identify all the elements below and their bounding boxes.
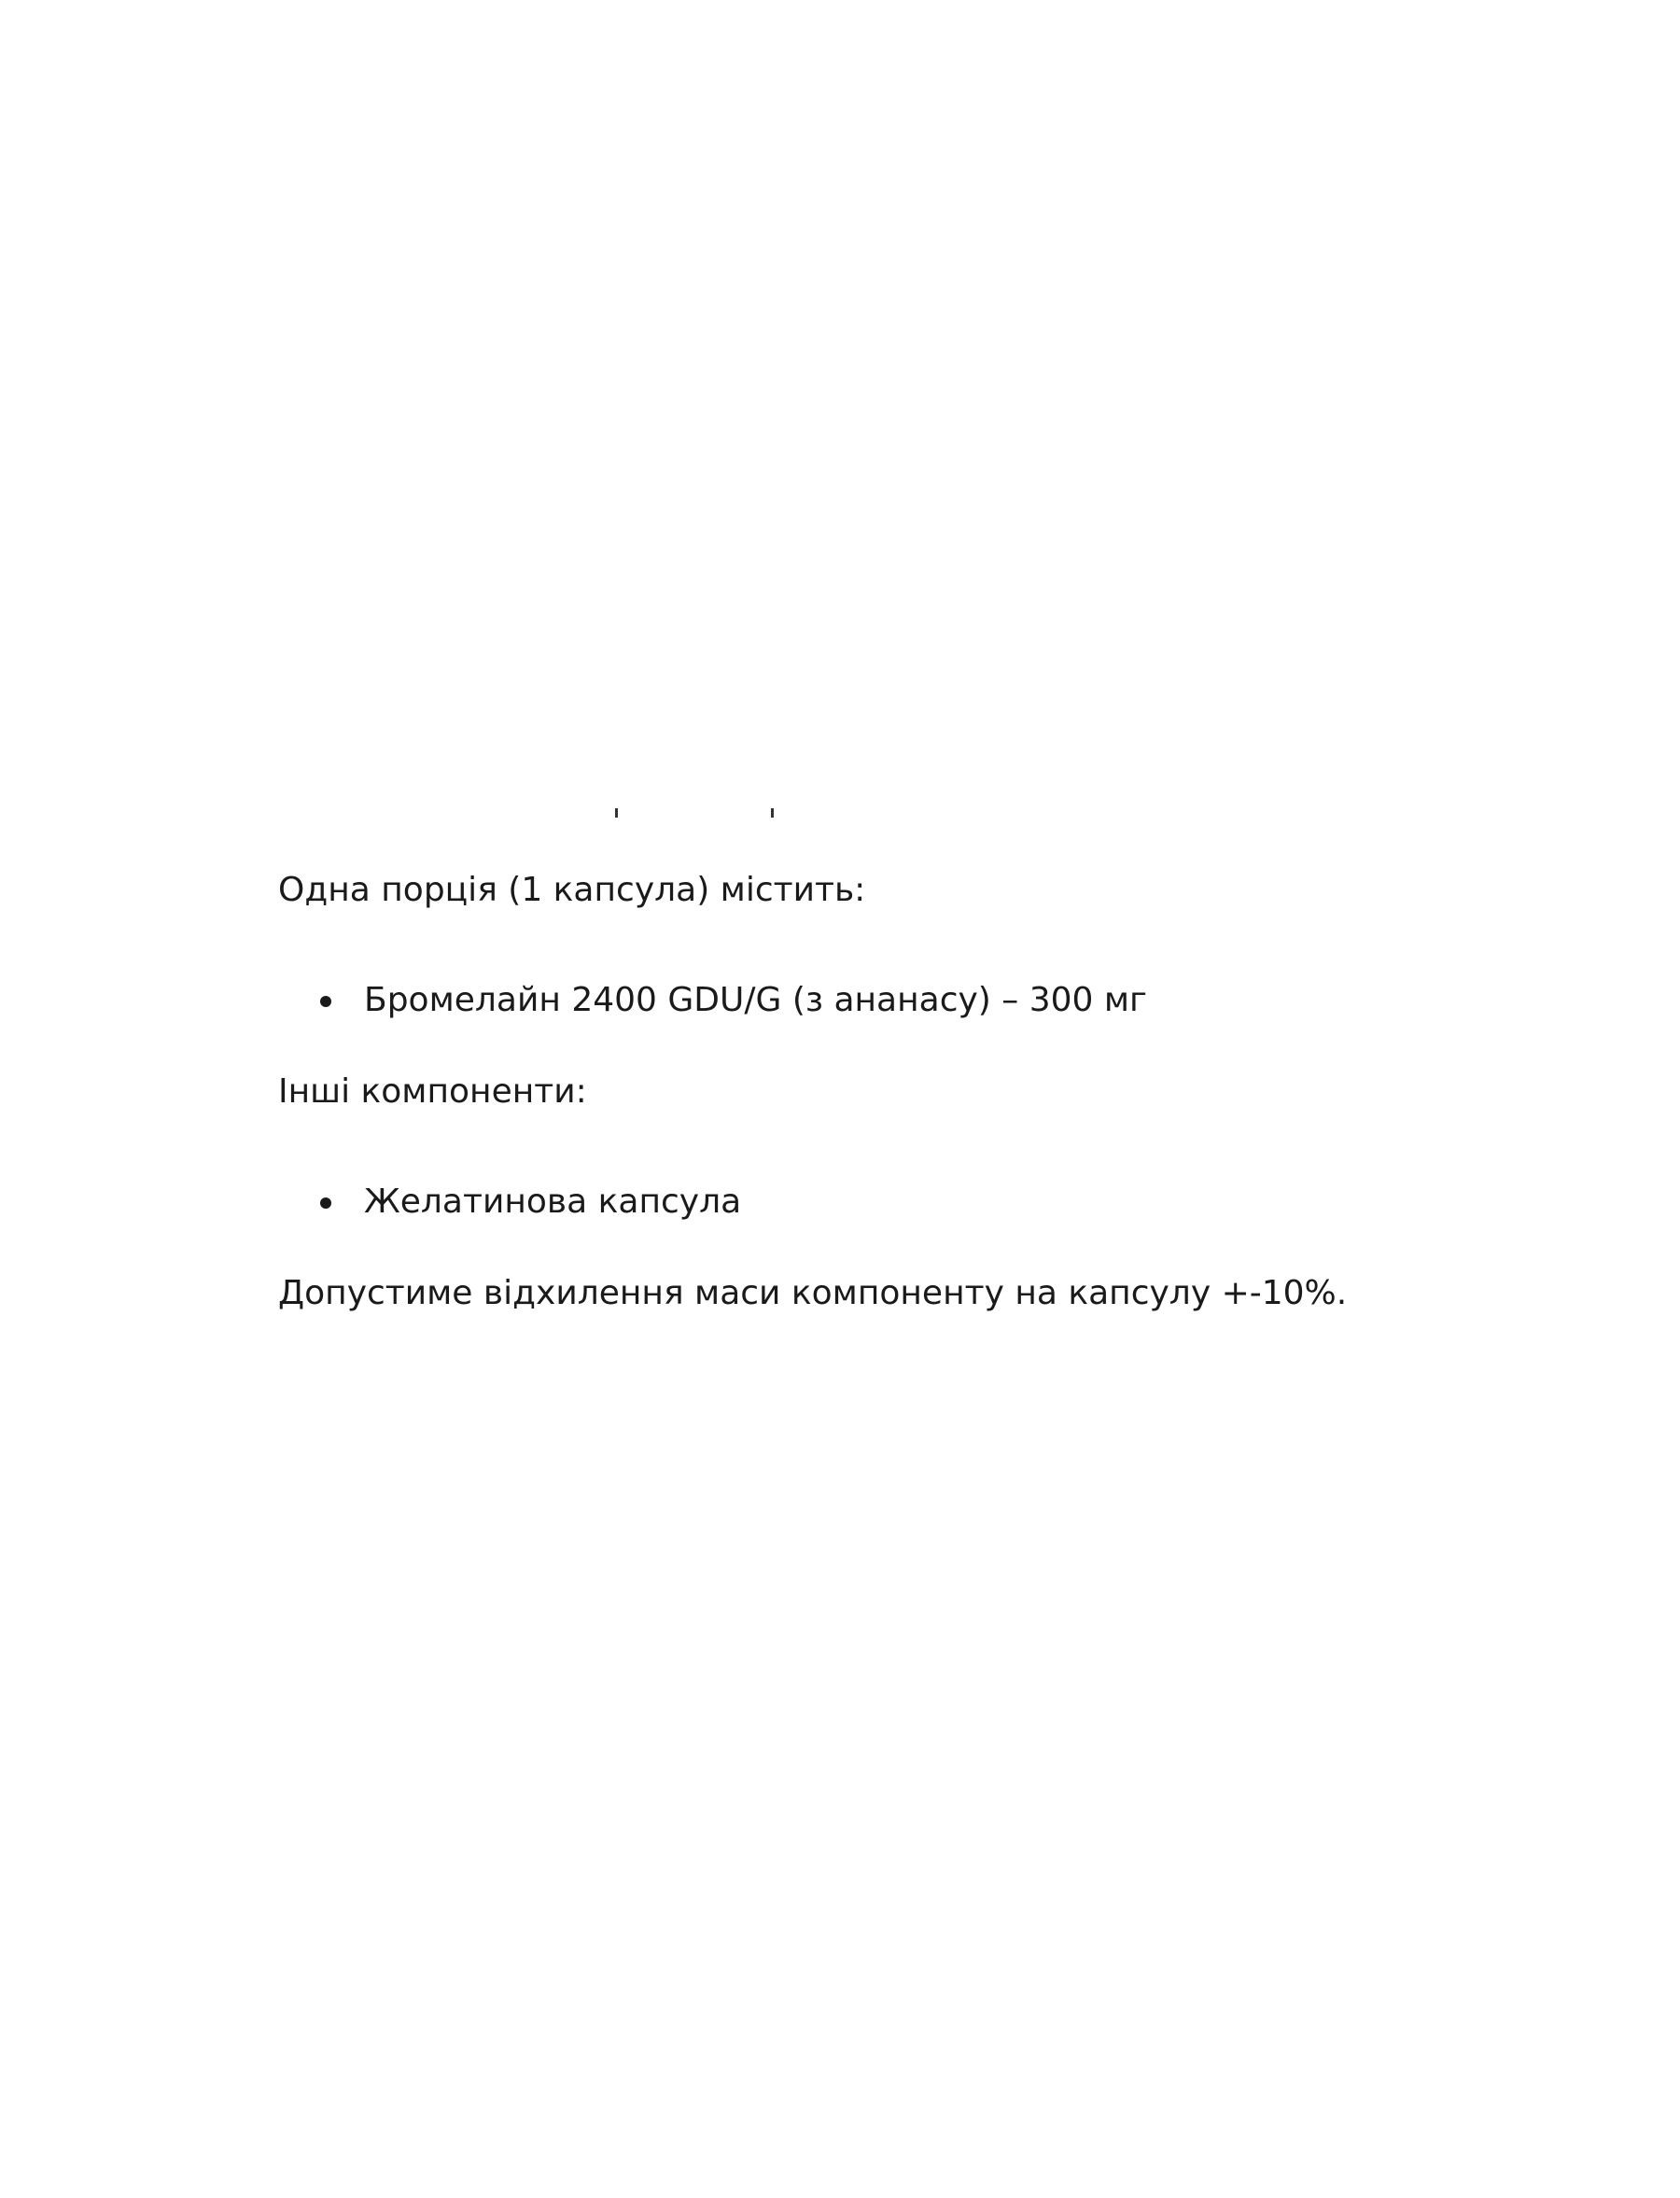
bullet-icon [320, 996, 331, 1007]
ingredient-text: Бромелайн 2400 GDU/G (з ананасу) – 300 мг [364, 981, 1147, 1019]
active-ingredients-list [278, 978, 1491, 1023]
serving-heading: Одна порція (1 капсула) містить: [278, 871, 866, 909]
list-item [278, 978, 1491, 1023]
other-ingredients-list [278, 1180, 1491, 1225]
ingredient-text: Желатинова капсула [364, 1183, 742, 1221]
tolerance-note: Допустиме відхилення маси компоненту на капсулу +-10%. [278, 1274, 1348, 1312]
stray-tick-mark [771, 808, 774, 818]
bullet-icon [320, 1197, 331, 1209]
other-components-heading: Інші компоненти: [278, 1072, 587, 1111]
composition-section [278, 868, 1491, 1316]
list-item [278, 1180, 1491, 1225]
stray-tick-mark [615, 808, 618, 818]
